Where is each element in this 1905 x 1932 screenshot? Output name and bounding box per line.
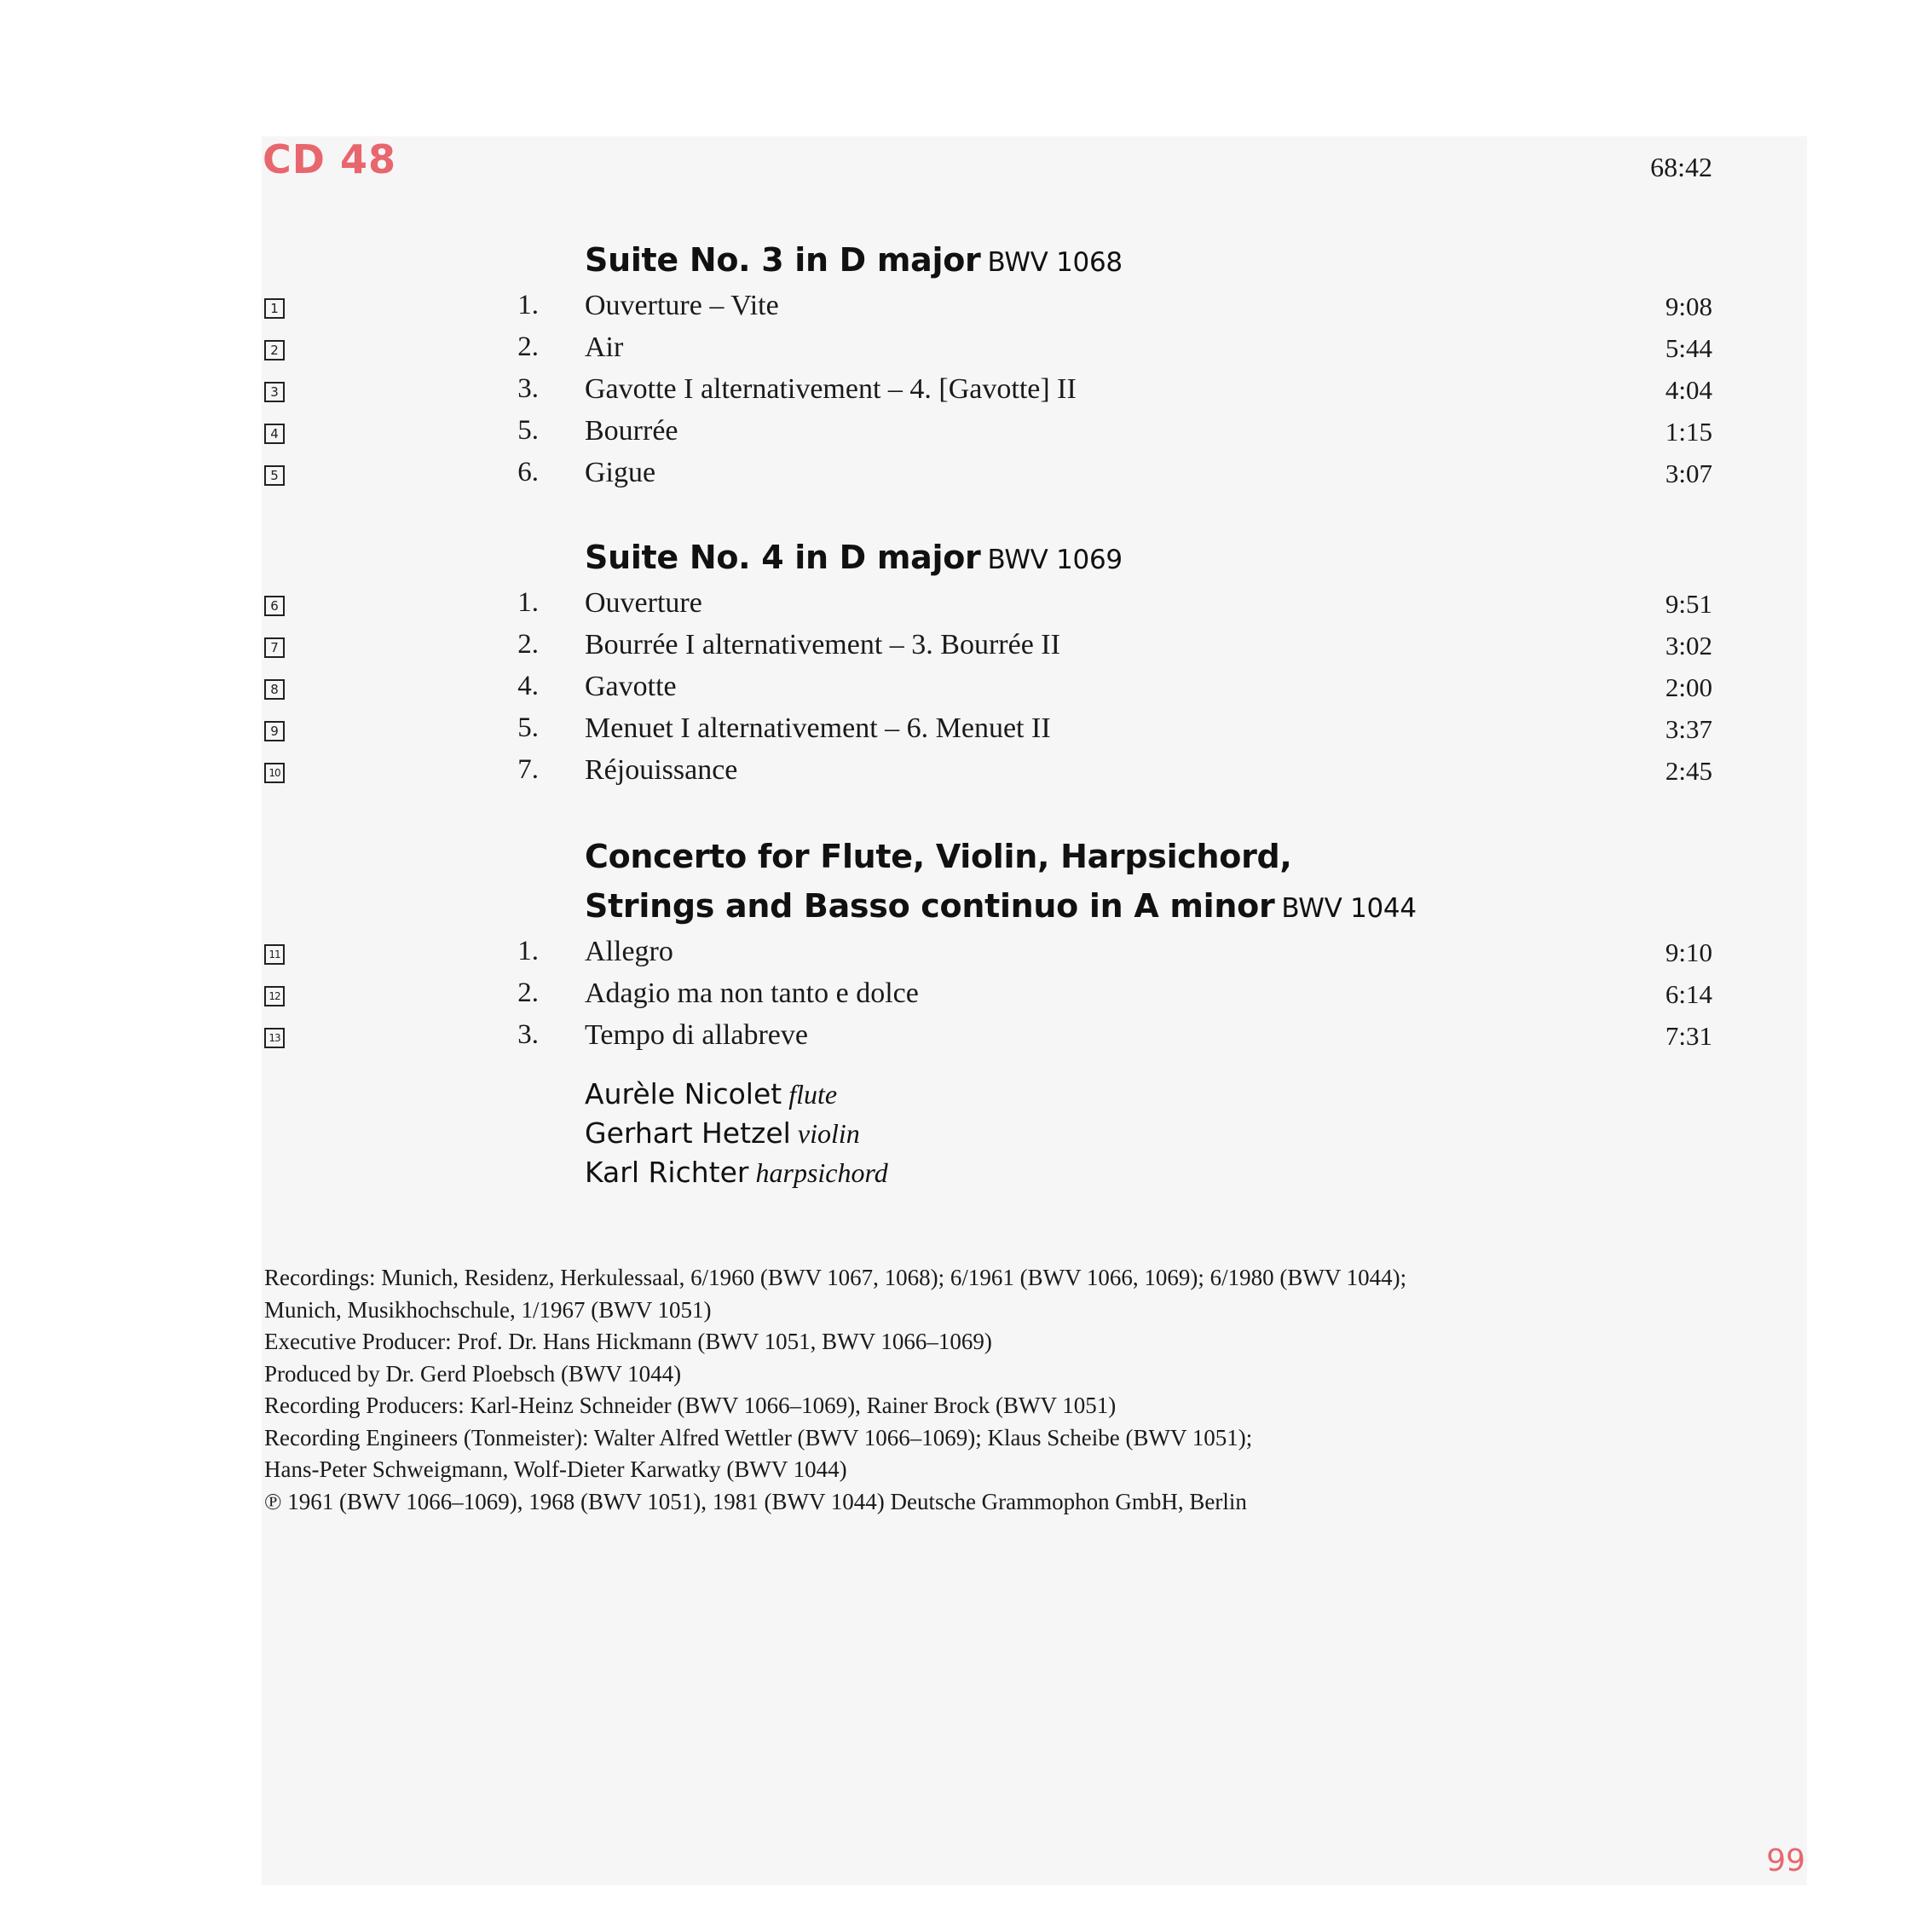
movement-title: Réjouissance [585,754,738,786]
track-row[interactable] [0,332,1905,373]
movement-title: Air [585,332,624,363]
movement-title: Gavotte I alternativement – 4. [Gavotte] II [585,373,1077,405]
movement-number: 7. [517,754,539,785]
movement-title: Bourrée I alternativement – 3. Bourrée II [585,629,1060,660]
movement-title: Gavotte [585,671,677,702]
track-row[interactable] [0,712,1905,754]
track-row[interactable] [0,290,1905,332]
track-number-box: 10 [264,763,285,783]
credit-line: Recording Engineers (Tonmeister): Walter Alfred Wettler (BWV 1066–1069); Klaus Scheibe (BWV 1051); [264,1424,1253,1450]
credit-line: Recording Producers: Karl-Heinz Schneider (BWV 1066–1069), Rainer Brock (BWV 1051) [264,1393,1117,1418]
track-number-box: 3 [264,382,285,402]
credit-line: Hans-Peter Schweigmann, Wolf-Dieter Karwatky (BWV 1044) [264,1456,847,1482]
cd-label: CD 48 [263,136,396,182]
work-bwv: BWV 1069 [987,545,1123,575]
track-duration: 1:15 [1665,417,1712,447]
track-row[interactable] [0,978,1905,1019]
track-duration: 4:04 [1665,375,1712,405]
track-number-box: 4 [264,424,285,444]
track-duration: 6:14 [1665,979,1712,1009]
track-number-box: 2 [264,340,285,360]
performer-instrument: flute [788,1079,838,1110]
performer-name: Aurèle Nicolet [585,1077,782,1110]
work-title-suite-3 [585,241,1123,279]
movement-number: 2. [517,629,539,660]
credit-line: Produced by Dr. Gerd Ploebsch (BWV 1044) [264,1360,682,1387]
work-title-concerto-line1: Concerto for Flute, Violin, Harpsichord, [585,838,1292,875]
track-row[interactable] [0,629,1905,671]
movement-title: Gigue [585,457,656,488]
work-title-text: Strings and Basso continuo in A minor [585,887,1275,925]
page-number: 99 [1766,1843,1805,1878]
movement-number: 2. [517,978,539,1008]
track-number-box: 1 [264,298,285,319]
performer-instrument: harpsichord [755,1157,888,1188]
work-title-text: Suite No. 4 in D major [585,539,981,576]
track-duration: 3:07 [1665,458,1712,488]
movement-number: 3. [517,1019,539,1050]
track-number-box: 5 [264,465,285,486]
movement-number: 5. [517,712,539,743]
credit-line: Executive Producer: Prof. Dr. Hans Hickmann (BWV 1051, BWV 1066–1069) [264,1329,992,1354]
track-duration: 9:10 [1665,937,1712,967]
track-number-box: 12 [264,986,285,1006]
work-bwv: BWV 1044 [1281,893,1417,924]
track-row[interactable] [0,415,1905,457]
track-number-box: 11 [264,944,285,965]
credit-line: Munich, Musikhochschule, 1/1967 (BWV 1051) [264,1296,712,1323]
work-title-text: Suite No. 3 in D major [585,241,981,279]
credit-line: ℗ 1961 (BWV 1066–1069), 1968 (BWV 1051), 1981 (BWV 1044) Deutsche Grammophon GmbH, Berlin [264,1488,1247,1514]
track-row[interactable] [0,671,1905,712]
movement-title: Ouverture [585,587,702,619]
track-row[interactable] [0,1019,1905,1061]
movement-number: 1. [517,936,539,966]
performer-line [585,1077,837,1110]
total-time: 68:42 [1650,152,1712,182]
movement-title: Bourrée [585,415,678,447]
work-bwv: BWV 1068 [987,247,1123,278]
track-number-box: 6 [264,596,285,616]
movement-title: Allegro [585,936,673,967]
track-number-box: 8 [264,679,285,700]
movement-number: 4. [517,671,539,701]
track-number-box: 7 [264,637,285,658]
movement-number: 3. [517,373,539,404]
movement-number: 1. [517,587,539,618]
track-row[interactable] [0,754,1905,796]
work-title-suite-4 [585,539,1123,576]
track-duration: 2:00 [1665,672,1712,702]
track-row[interactable] [0,457,1905,499]
track-duration: 3:02 [1665,631,1712,660]
track-row[interactable] [0,587,1905,629]
track-number-box: 9 [264,721,285,741]
movement-title: Tempo di allabreve [585,1019,808,1051]
track-duration: 5:44 [1665,333,1712,363]
work-title-concerto-line2 [585,887,1417,925]
performer-instrument: violin [797,1118,860,1149]
movement-title: Menuet I alternativement – 6. Menuet II [585,712,1051,744]
track-duration: 7:31 [1665,1021,1712,1051]
movement-number: 6. [517,457,539,487]
track-number-box: 13 [264,1028,285,1048]
credit-line: Recordings: Munich, Residenz, Herkulessaal, 6/1960 (BWV 1067, 1068); 6/1961 (BWV 1066, 1069); 6/1980 (BWV 1044); [264,1265,1407,1290]
track-duration: 9:08 [1665,291,1712,321]
movement-number: 2. [517,332,539,362]
track-duration: 9:51 [1665,589,1712,619]
track-duration: 2:45 [1665,756,1712,786]
movement-number: 5. [517,415,539,446]
recording-credits [264,1262,1406,1518]
track-duration: 3:37 [1665,714,1712,744]
track-row[interactable] [0,373,1905,415]
performer-name: Karl Richter [585,1156,749,1189]
track-row[interactable] [0,936,1905,978]
movement-title: Ouverture – Vite [585,290,779,321]
performer-name: Gerhart Hetzel [585,1116,791,1150]
movement-number: 1. [517,290,539,320]
movement-title: Adagio ma non tanto e dolce [585,978,919,1009]
performer-line [585,1116,860,1150]
performer-line [585,1156,888,1189]
